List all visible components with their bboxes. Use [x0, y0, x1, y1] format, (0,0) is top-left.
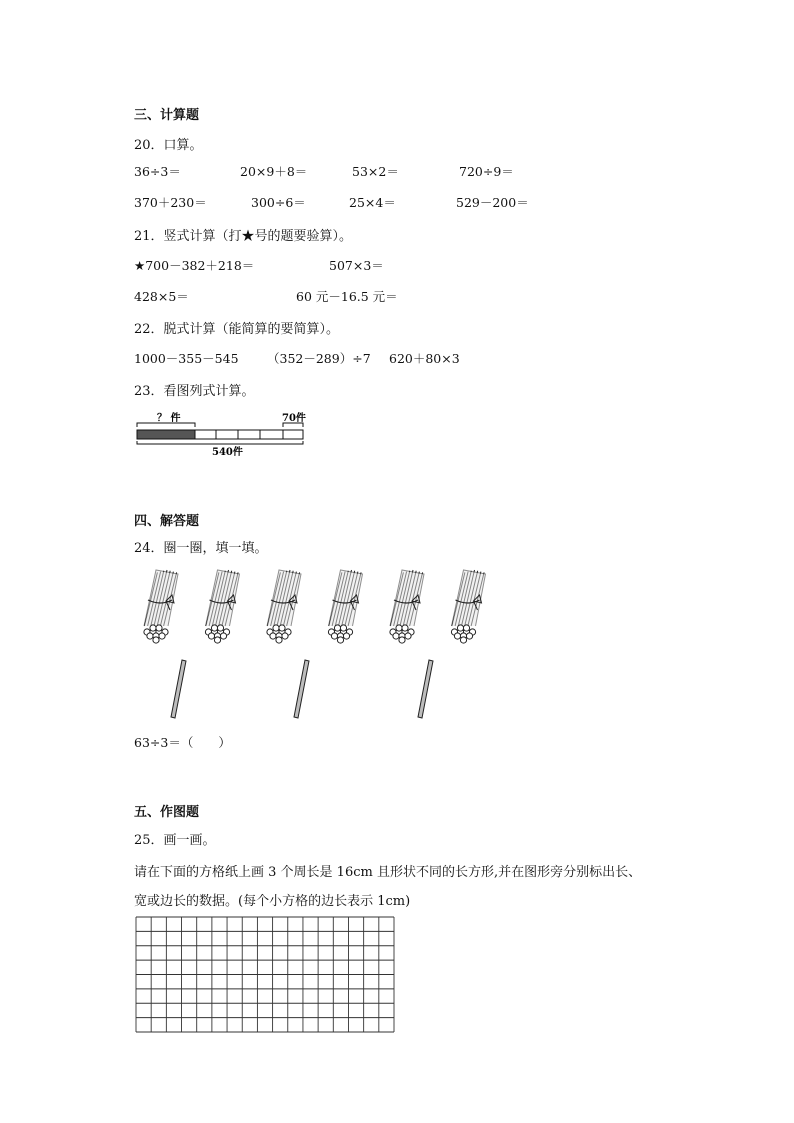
q25-instruction-line1: 请在下面的方格纸上画 3 个周长是 16cm 且形状不同的长方形,并在图形旁分别标出长、 [134, 865, 642, 880]
section-3-title: 三、计算题 [134, 108, 200, 123]
q22-item: 620＋80×3 [389, 351, 460, 366]
q22-item: （352－289）÷7 [267, 351, 371, 366]
q23-label-total: 540件 [212, 447, 243, 458]
q22-stem: 22．脱式计算（能简算的要简算）。 [134, 322, 340, 337]
section-4-title: 四、解答题 [134, 514, 200, 529]
q24-answer[interactable]: 63÷3＝（ ） [134, 735, 231, 750]
q23-stem: 23．看图列式计算。 [134, 384, 255, 399]
q23-label-part: 70件 [282, 413, 306, 424]
q20-stem: 20．口算。 [134, 138, 203, 153]
q25-stem: 25．画一画。 [134, 833, 216, 848]
q20-item: 370＋230＝ [134, 195, 207, 210]
q20-item: 529－200＝ [456, 195, 529, 210]
q21-item: 428×5＝ [134, 289, 189, 304]
q21-item: 60 元－16.5 元＝ [296, 289, 398, 304]
q22-item: 1000－355－545 [134, 351, 239, 366]
q20-item: 20×9＋8＝ [240, 164, 308, 179]
q21-item: 507×3＝ [329, 258, 384, 273]
q20-item: 300÷6＝ [251, 195, 306, 210]
q20-item: 25×4＝ [349, 195, 396, 210]
q25-instruction-line2: 宽或边长的数据。(每个小方格的边长表示 1cm) [134, 894, 411, 909]
q24-stem: 24．圈一圈，填一填。 [134, 541, 268, 556]
q21-item: ★700－382＋218＝ [134, 258, 255, 273]
q20-item: 36÷3＝ [134, 164, 181, 179]
q21-stem: 21．竖式计算（打★号的题要验算）。 [134, 229, 353, 244]
section-5-title: 五、作图题 [134, 805, 200, 820]
q20-item: 720÷9＝ [459, 164, 514, 179]
q20-item: 53×2＝ [352, 164, 399, 179]
q23-label-unknown: ？ 件 [157, 413, 181, 424]
